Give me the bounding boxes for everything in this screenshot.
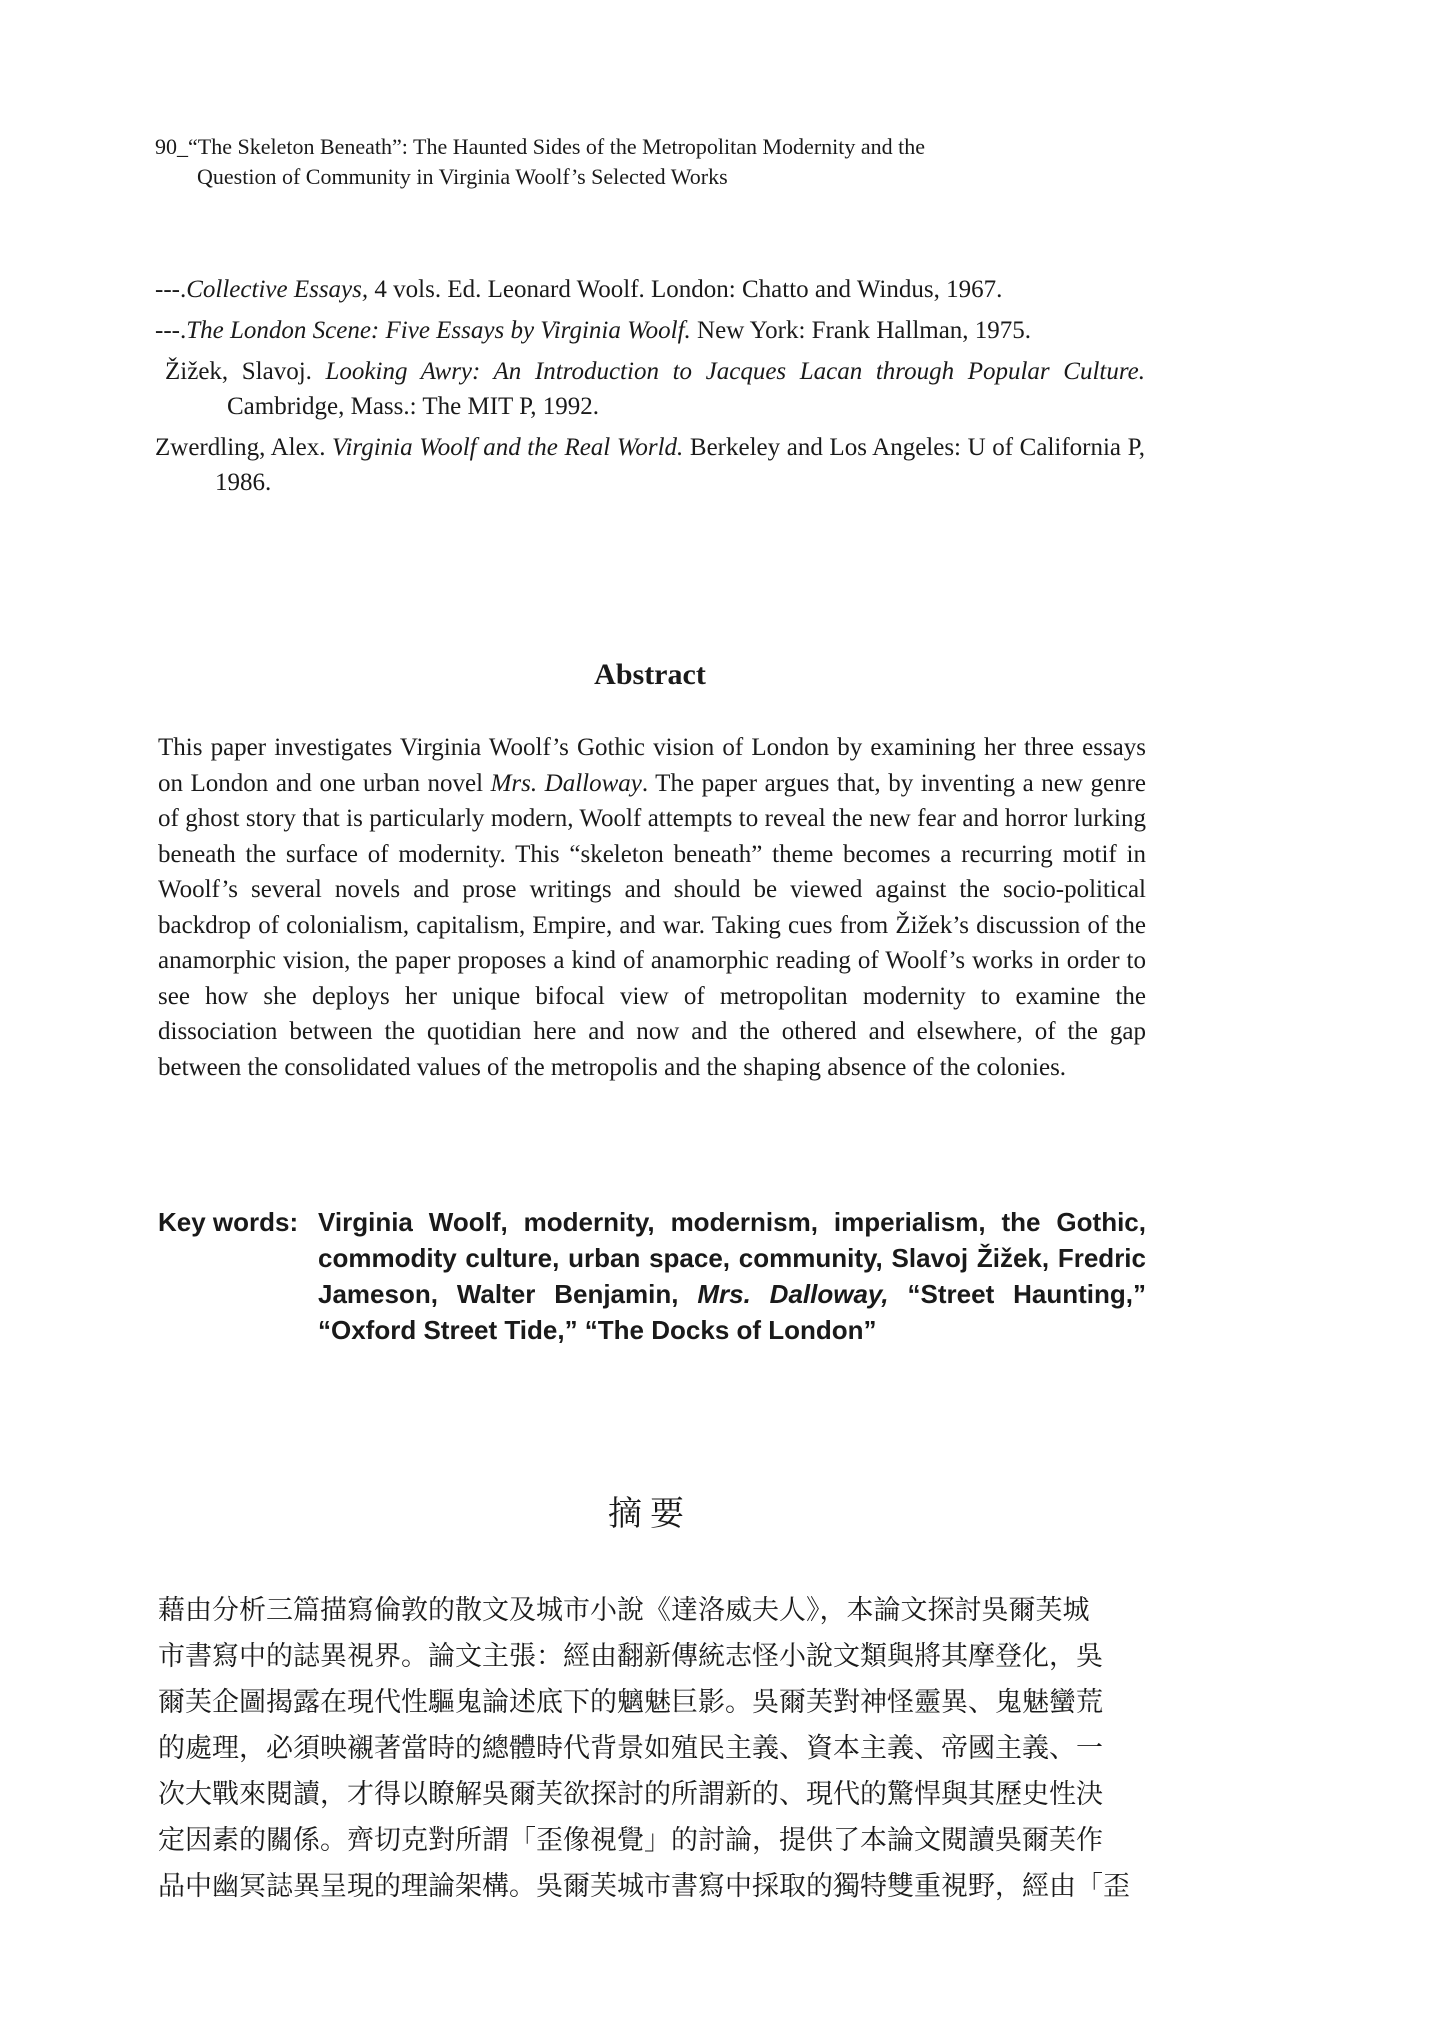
keywords-novel-title: Mrs. Dalloway, — [697, 1279, 889, 1309]
chinese-abstract-heading: 摘要 — [608, 1494, 692, 1534]
reference-author: Žižek, Slavoj. — [165, 358, 326, 385]
keywords-part-2: “Street Haunting,” “Oxford Street Tide,” “The Docks of London” — [318, 1279, 1146, 1345]
chinese-abstract-line: 藉由分析三篇描寫倫敦的散文及城市小說《達洛威夫人》，本論文探討吳爾芙城 — [158, 1595, 1090, 1626]
reference-entry — [155, 313, 1145, 348]
header-line-1: 90_“The Skeleton Beneath”: The Haunted Sides of the Metropolitan Modernity and the — [155, 134, 926, 159]
reference-details: 4 vols. Ed. Leonard Woolf. London: Chatto and Windus, 1967. — [368, 276, 1003, 303]
running-header — [155, 132, 1155, 192]
reference-title: Virginia Woolf and the Real World. — [332, 434, 684, 461]
reference-details: Cambridge, Mass.: The MIT P, 1992. — [227, 393, 599, 420]
header-line-2: Question of Community in Virginia Woolf’s Selected Works — [197, 164, 728, 189]
reference-entry — [155, 354, 1145, 424]
chinese-abstract-line: 品中幽冥誌異呈現的理論架構。吳爾芙城市書寫中採取的獨特雙重視野，經由「歪 — [158, 1871, 1130, 1902]
keywords-block — [158, 1204, 1146, 1348]
reference-details: Berkeley and Los Angeles: U of California P, 1986. — [215, 434, 1145, 496]
works-cited-list — [155, 272, 1145, 506]
chinese-abstract-line: 爾芙企圖揭露在現代性驅鬼論述底下的魑魅巨影。吳爾芙對神怪靈異、鬼魅蠻荒 — [158, 1687, 1103, 1718]
reference-author: ---. — [155, 317, 187, 344]
reference-title: The London Scene: Five Essays by Virginia Woolf. — [186, 317, 691, 344]
reference-author: Zwerdling, Alex. — [155, 434, 333, 461]
keywords-list — [318, 1204, 1146, 1348]
abstract-paragraph — [158, 730, 1146, 1085]
reference-details: New York: Frank Hallman, 1975. — [690, 317, 1032, 344]
abstract-text-part-1: This paper investigates Virginia Woolf’s Gothic vision of London by examining her three essays on London and one urban novel — [158, 734, 1146, 797]
chinese-abstract-line: 定因素的關係。齊切克對所謂「歪像視覺」的討論，提供了本論文閱讀吳爾芙作 — [158, 1825, 1103, 1856]
reference-title: Looking Awry: An Introduction to Jacques Lacan through Popular Culture. — [325, 358, 1145, 385]
keywords-label: Key words: — [158, 1207, 299, 1237]
chinese-abstract-line: 次大戰來閱讀，才得以瞭解吳爾芙欲探討的所謂新的、現代的驚悍與其歷史性決 — [158, 1779, 1103, 1810]
abstract-heading: Abstract — [594, 658, 706, 691]
reference-title: Collective Essays, — [186, 276, 369, 303]
chinese-abstract-line: 市書寫中的誌異視界。論文主張：經由翻新傳統志怪小說文類與將其摩登化，吳 — [158, 1641, 1103, 1672]
keywords-part-1: Virginia Woolf, modernity, modernism, imperialism, the Gothic, commodity culture, urban space, community, Slavoj Žižek, Fredric Jameson, Walter Benjamin, — [318, 1207, 1146, 1309]
reference-author: ---. — [155, 276, 187, 303]
reference-entry — [155, 430, 1145, 500]
chinese-abstract-paragraph — [158, 1588, 1148, 1910]
reference-entry — [155, 272, 1145, 307]
chinese-abstract-line: 的處理，必須映襯著當時的總體時代背景如殖民主義、資本主義、帝國主義、一 — [158, 1733, 1103, 1764]
abstract-text-part-2: . The paper argues that, by inventing a new genre of ghost story that is particularly modern, Woolf attempts to reveal the new fear and horror lurking beneath the surface of modernity. This “skeleton beneath” theme becomes a recurring motif in Woolf’s several novels and prose writings and should be viewed against the socio-political backdrop of colonialism, capitalism, Empire, and war. Taking cues from Žižek’s discussion of the anamorphic vision, the paper proposes a kind of anamorphic reading of Woolf’s works in order to see how she deploys her unique bifocal view of metropolitan modernity to examine the dissociation between the quotidian here and now and the othered and elsewhere, of the gap between the consolidated values of the metropolis and the shaping absence of the colonies. — [158, 769, 1146, 1081]
abstract-novel-title: Mrs. Dalloway — [490, 769, 642, 797]
